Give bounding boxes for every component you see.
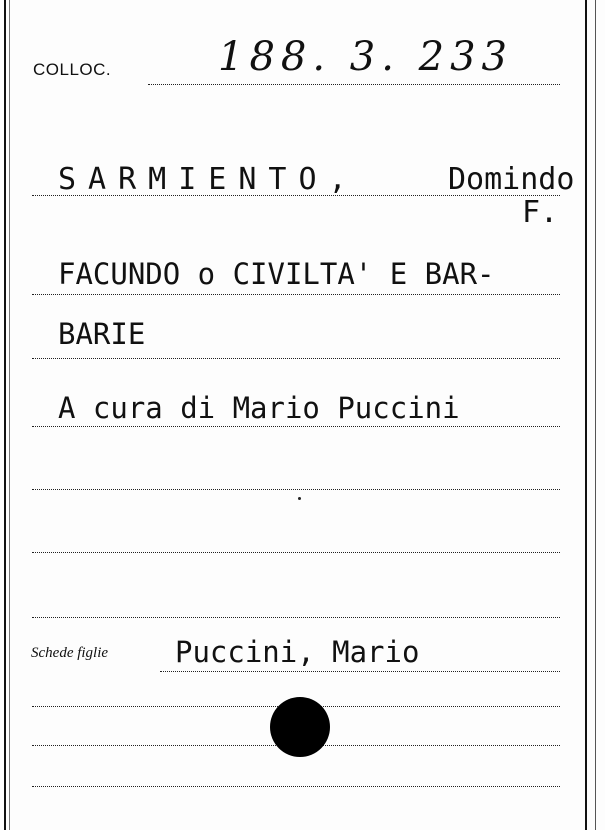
rule-author [32, 195, 560, 196]
card-right-edge-inner [595, 0, 596, 830]
author-initial: F. [522, 195, 559, 230]
title-line-2: BARIE [58, 317, 146, 351]
schede-figlie-value: Puccini, Mario [175, 635, 420, 669]
card-right-edge [585, 0, 587, 830]
rule-title-2 [32, 358, 560, 359]
card-left-edge-inner [9, 0, 10, 830]
punch-hole [270, 697, 330, 757]
rule-schede [160, 671, 560, 672]
card-left-edge [4, 0, 6, 830]
rule-blank-2 [32, 552, 560, 553]
rule-blank-3 [32, 617, 560, 618]
rule-blank-1 [32, 489, 560, 490]
rule-colloc [148, 84, 560, 85]
rule-editor [32, 426, 560, 427]
editor-line: A cura di Mario Puccini [58, 391, 460, 425]
shelfmark: 188. 3. 233 [218, 34, 514, 80]
author-surname: SARMIENTO, [58, 162, 359, 197]
colloc-label: COLLOC. [33, 60, 112, 79]
ink-speck [298, 497, 301, 500]
title-line-1: FACUNDO o CIVILTA' E BAR- [58, 257, 495, 291]
rule-blank-6 [32, 786, 560, 787]
schede-figlie-label: Schede figlie [31, 645, 109, 661]
rule-title-1 [32, 294, 560, 295]
author-given: Domindo [448, 162, 575, 197]
